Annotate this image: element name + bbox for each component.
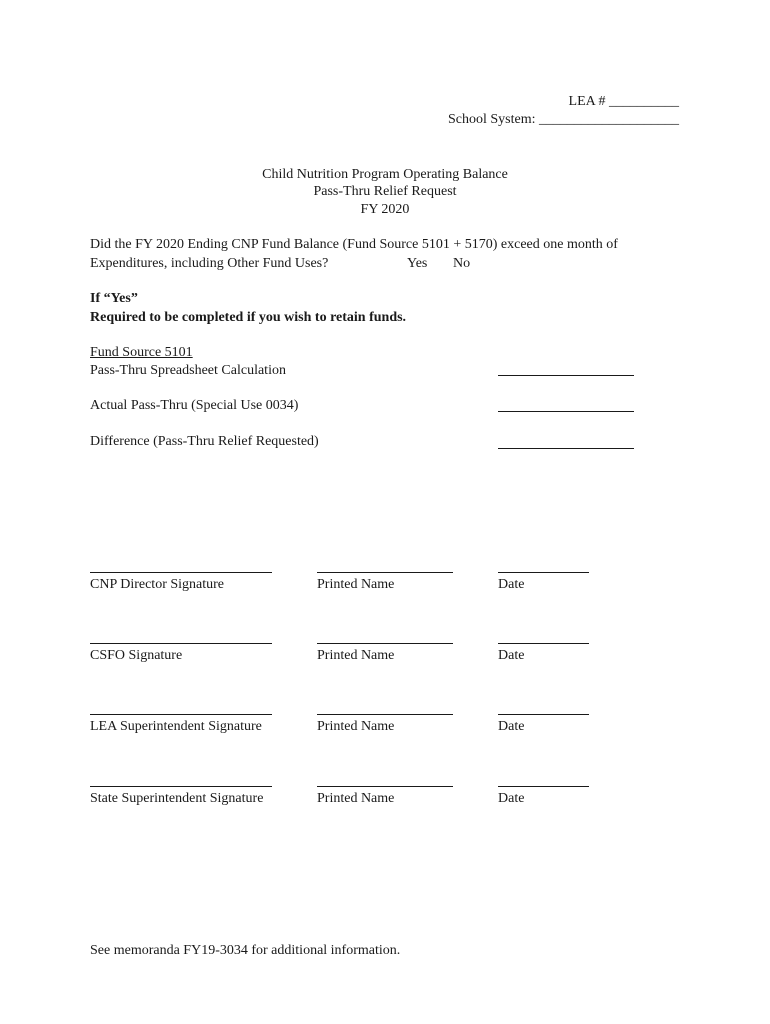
form-subtitle: Pass-Thru Relief Request xyxy=(313,184,457,199)
actual-passthru-field[interactable] xyxy=(498,411,634,412)
printed-name-label: Printed Name xyxy=(317,791,395,806)
actual-passthru-label: Actual Pass-Thru (Special Use 0034) xyxy=(90,398,299,413)
signature-role-label: CNP Director Signature xyxy=(90,577,225,592)
printed-name-line[interactable] xyxy=(317,572,453,573)
date-label: Date xyxy=(498,577,525,592)
if-yes-instruction: Required to be completed if you wish to retain funds. xyxy=(90,310,407,325)
signature-role-label: CSFO Signature xyxy=(90,648,183,663)
no-option[interactable]: No xyxy=(453,256,471,271)
date-label: Date xyxy=(498,791,525,806)
difference-field[interactable] xyxy=(498,448,634,449)
printed-name-label: Printed Name xyxy=(317,577,395,592)
yes-option[interactable]: Yes xyxy=(407,256,428,271)
signature-line[interactable] xyxy=(90,714,272,715)
signature-role-label: State Superintendent Signature xyxy=(90,791,264,806)
fund-source-heading: Fund Source 5101 xyxy=(90,345,193,360)
printed-name-line[interactable] xyxy=(317,714,453,715)
signature-line[interactable] xyxy=(90,643,272,644)
passthru-calculation-label: Pass-Thru Spreadsheet Calculation xyxy=(90,363,286,378)
fiscal-year-label: FY 2020 xyxy=(360,202,410,217)
question-text-line1: Did the FY 2020 Ending CNP Fund Balance (Fund Source 5101 + 5170) exceed one month of xyxy=(90,237,618,252)
signature-line[interactable] xyxy=(90,572,272,573)
date-label: Date xyxy=(498,648,525,663)
printed-name-label: Printed Name xyxy=(317,719,395,734)
passthru-calculation-field[interactable] xyxy=(498,375,634,376)
difference-label: Difference (Pass-Thru Relief Requested) xyxy=(90,434,319,449)
printed-name-label: Printed Name xyxy=(317,648,395,663)
signature-role-label: LEA Superintendent Signature xyxy=(90,719,262,734)
lea-number-field[interactable]: LEA # __________ xyxy=(568,94,679,109)
date-line[interactable] xyxy=(498,572,589,573)
printed-name-line[interactable] xyxy=(317,786,453,787)
date-line[interactable] xyxy=(498,786,589,787)
printed-name-line[interactable] xyxy=(317,643,453,644)
if-yes-heading: If “Yes” xyxy=(90,291,138,306)
question-text-line2: Expenditures, including Other Fund Uses? xyxy=(90,256,329,271)
footer-note: See memoranda FY19-3034 for additional information. xyxy=(90,943,401,958)
date-line[interactable] xyxy=(498,643,589,644)
date-line[interactable] xyxy=(498,714,589,715)
date-label: Date xyxy=(498,719,525,734)
signature-line[interactable] xyxy=(90,786,272,787)
form-title: Child Nutrition Program Operating Balance xyxy=(262,167,508,182)
school-system-field[interactable]: School System: ____________________ xyxy=(447,112,679,127)
